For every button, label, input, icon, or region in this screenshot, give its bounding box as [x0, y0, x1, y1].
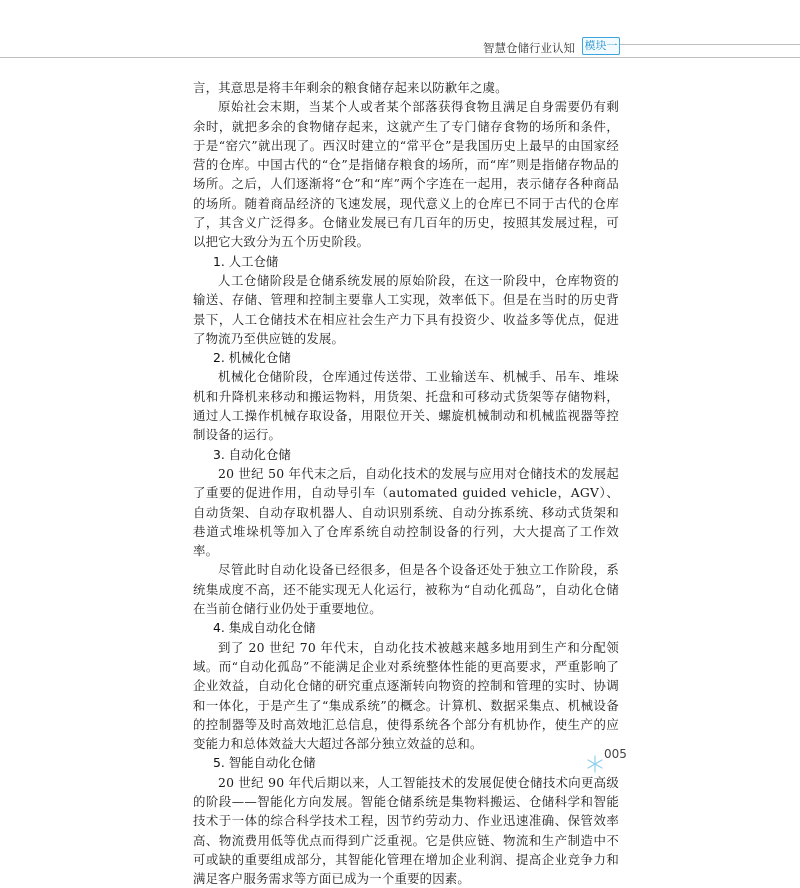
section-heading-mechanized: 2. 机械化仓储: [213, 350, 291, 366]
section-heading-intelligent: 5. 智能自动化仓储: [213, 755, 316, 771]
section-heading-automated: 3. 自动化仓储: [213, 446, 291, 462]
header-rule: [0, 57, 800, 58]
section-paragraph: 尽管此时自动化设备已经很多，但是各个设备还处于独立工作阶段，系统集成度不高，还不能实现无人化运行，被称为“自动化孤岛”，自动化仓储在当前仓储行业仍处于重要地位。: [193, 562, 619, 617]
header-top-rule: [618, 44, 800, 45]
section-paragraph: 人工仓储阶段是仓储系统发展的原始阶段，在这一阶段中，仓库物资的输送、存储、管理和控制主要靠人工实现，效率低下。但是在当时的历史背景下，人工仓储技术在相应社会生产力下具有投资少、收益多等优点，促进了物流乃至供应链的发展。: [193, 272, 619, 346]
page-body: [193, 78, 619, 888]
running-header-title: 智慧仓储行业认知: [483, 41, 575, 55]
page-number: 005: [604, 747, 627, 761]
page-header: [0, 34, 800, 64]
section-paragraph: 到了 20 世纪 70 年代末，自动化技术被越来越多地用到生产和分配领域。而“自动化孤岛”不能满足企业对系统整体性能的更高要求，严重影响了企业效益，自动化仓储的研究重点逐渐转向物资的控制和管理的实时、协调和一体化，于是产生了“集成系统”的概念。计算机、数据采集点、机械设备的控制器等及时高效地汇总信息，使得系统各个部分有机协作，使生产的应变能力和总体效益大大超过各部分独立效益的总和。: [193, 639, 619, 752]
section-heading-integrated: 4. 集成自动化仓储: [213, 620, 316, 636]
snowflake-icon: [585, 754, 605, 774]
paragraph-continued: 言，其意思是将丰年剩余的粮食储存起来以防歉年之虞。: [193, 80, 508, 95]
section-paragraph: 机械化仓储阶段，仓库通过传送带、工业输送车、机械手、吊车、堆垛机和升降机来移动和搬运物料，用货架、托盘和可移动式货架等存储物料，通过人工操作机械存取设备，用限位开关、螺旋机械制动和机械监视器等控制设备的运行。: [193, 369, 619, 443]
module-badge: 模块一: [582, 37, 620, 55]
paragraph-intro: 原始社会末期，当某个人或者某个部落获得食物且满足自身需要仍有剩余时，就把多余的食物储存起来，这就产生了专门储存食物的场所和条件，于是“窑穴”就出现了。西汉时建立的“常平仓”是我国历史上最早的由国家经营的仓库。中国古代的“仓”是指储存粮食的场所，而“库”则是指储存物品的场所。之后，人们逐渐将“仓”和“库”两个字连在一起用，表示储存各种商品的场所。随着商品经济的飞速发展，现代意义上的仓库已不同于古代的仓库了，其含义广泛得多。仓储业发展已有几百年的历史，按照其发展过程，可以把它大致分为五个历史阶段。: [193, 99, 619, 250]
section-heading-manual: 1. 人工仓储: [213, 253, 279, 269]
section-paragraph: 20 世纪 90 年代后期以来，人工智能技术的发展促使仓储技术向更高级的阶段——智能化方向发展。智能仓储系统是集物料搬运、仓储科学和智能技术于一体的综合科学技术工程，因节约劳动力、作业迅速准确、保管效率高、物流费用低等优点而得到广泛重视。它是供应链、物流和生产制造中不可或缺的重要组成部分，其智能化管理在增加企业利润、提高企业竞争力和满足客户服务需求等方面已成为一个重要的因素。: [193, 774, 619, 887]
section-paragraph: 20 世纪 50 年代末之后，自动化技术的发展与应用对仓储技术的发展起了重要的促进作用，自动导引车（automated guided vehicle，AGV）、自动货架、自动存取机器人、自动识别系统、自动分拣系统、移动式货架和巷道式堆垛机等加入了仓库系统自动控制设备的行列，大大提高了工作效率。: [193, 465, 619, 559]
